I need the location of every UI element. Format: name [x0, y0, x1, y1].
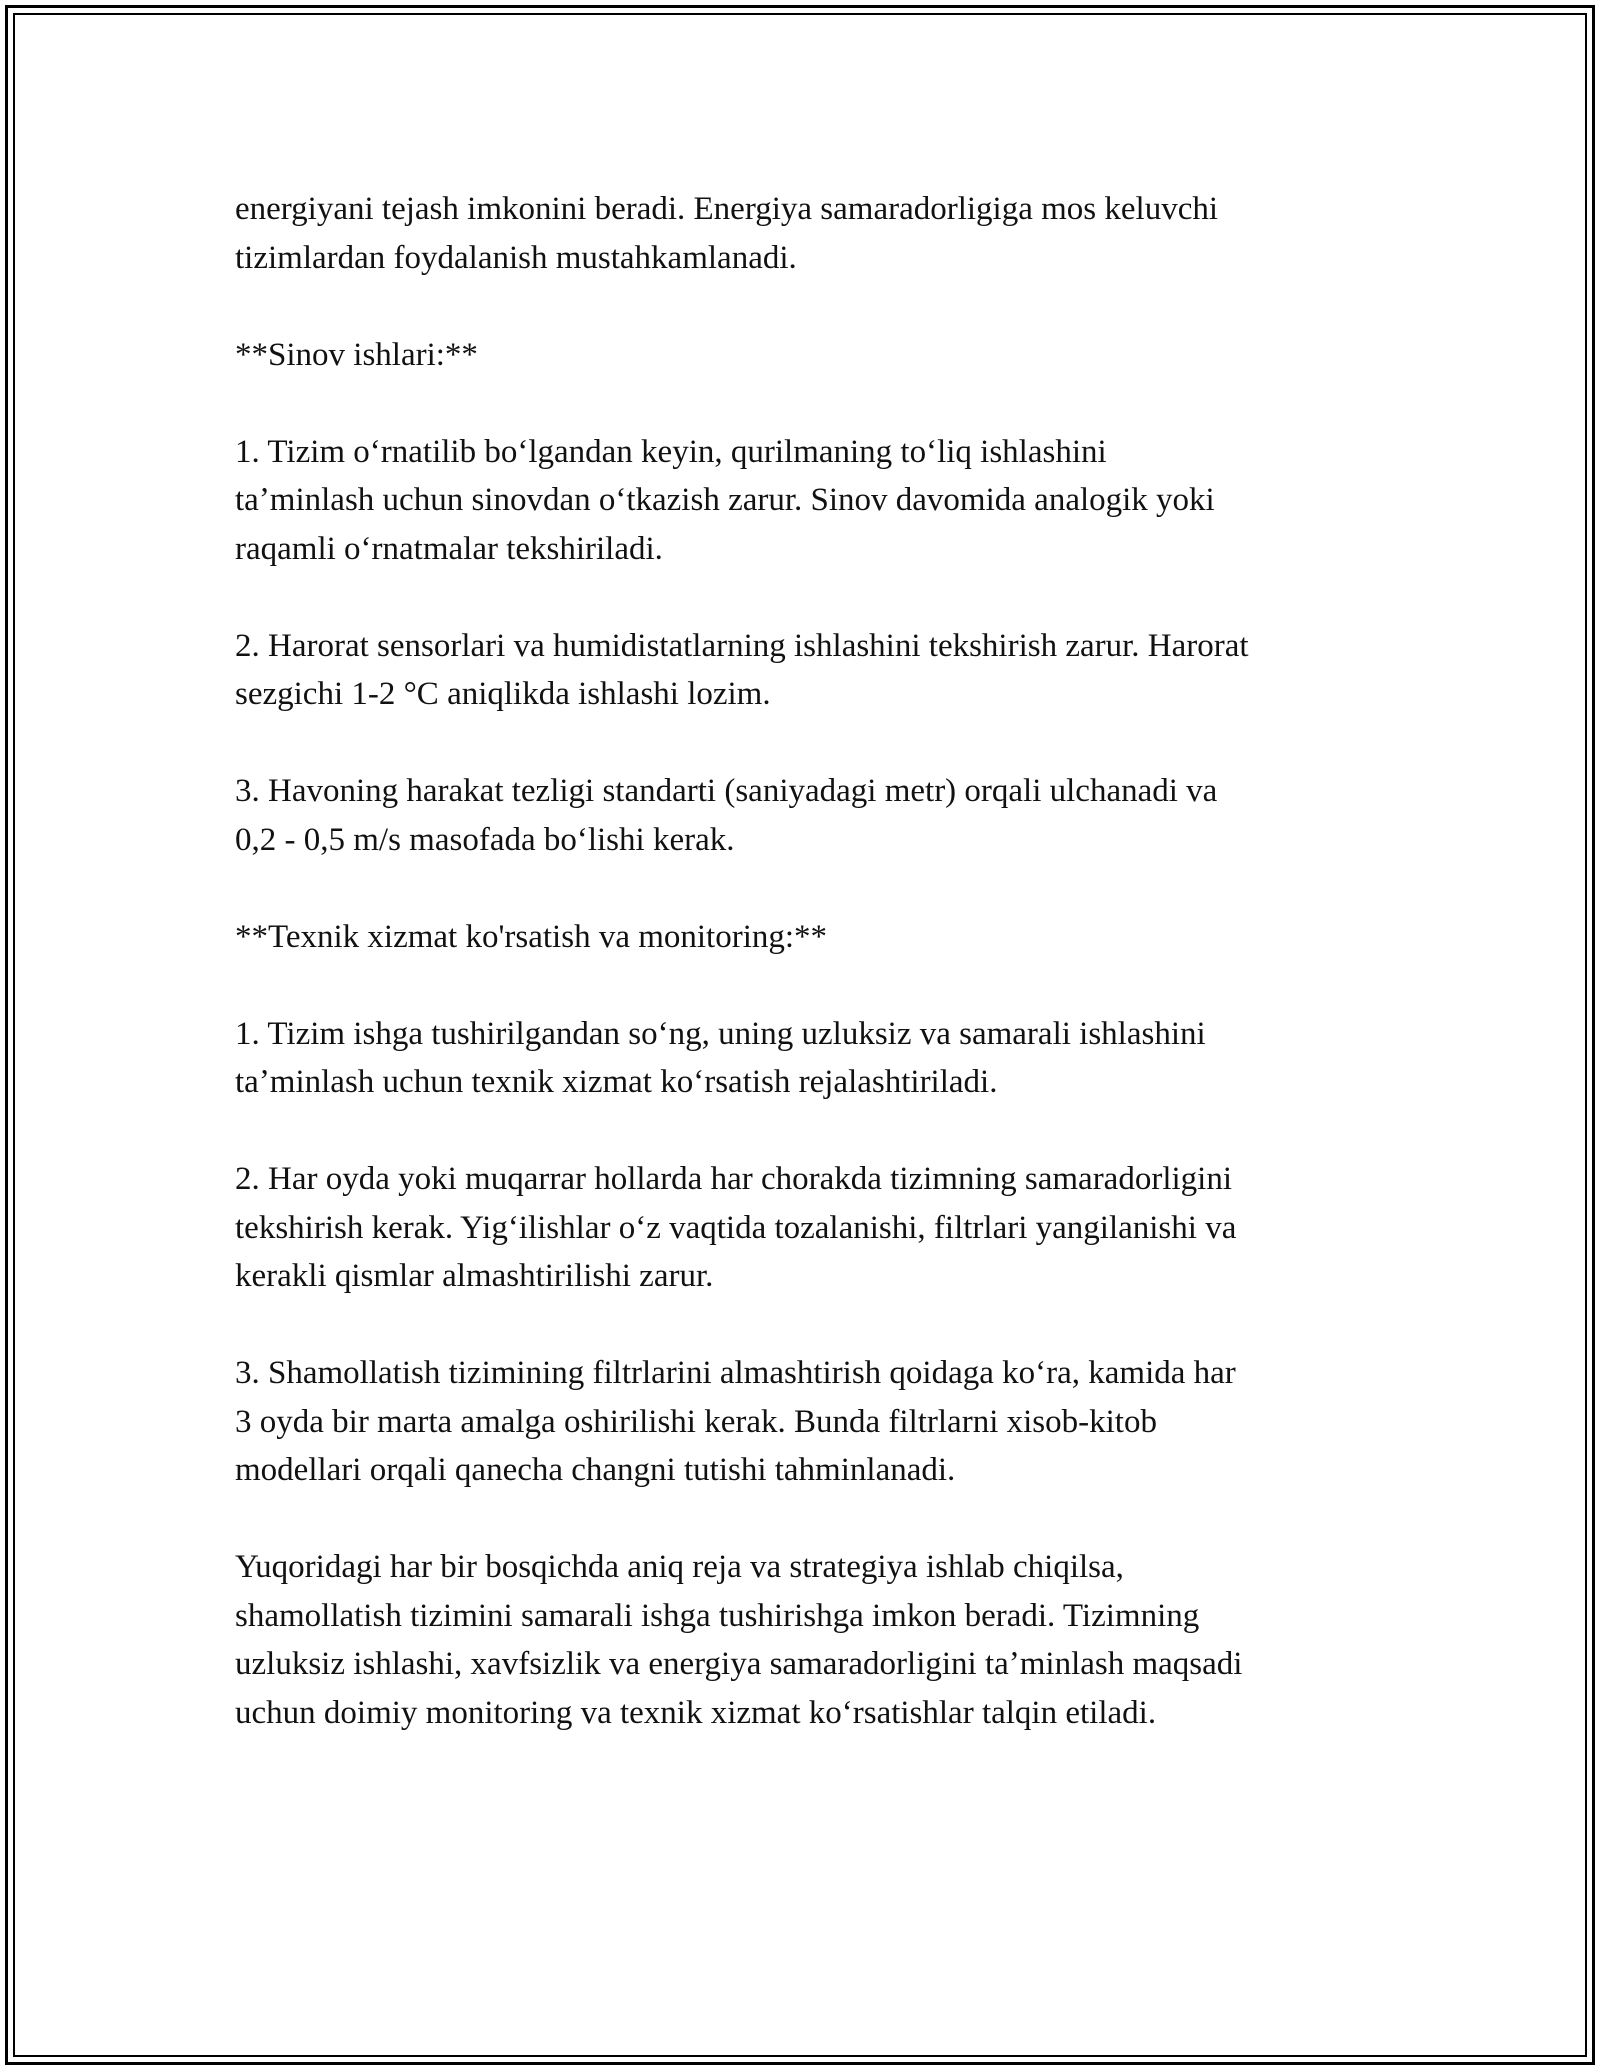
paragraph-testing-1: 1. Tizim oʻrnatilib boʻlgandan keyin, qurilmaning toʻliq ishlashini taʼminlash uchun sinovdan oʻtkazish zarur. Sinov davomida analogik yoki raqamli oʻrnatmalar tekshiriladi.	[235, 433, 1215, 567]
paragraph-maintenance-2: 2. Har oyda yoki muqarrar hollarda har chorakda tizimning samaradorligini tekshirish kerak. Yigʻilishlar oʻz vaqtida tozalanishi, filtrlari yangilanishi va kerakli qismlar almashtirilishi zarur.	[235, 1161, 1237, 1294]
heading-testing: **Sinov ishlari:**	[235, 336, 478, 373]
paragraph-energy-intro: energiyani tejash imkonini beradi. Energiya samaradorligiga mos keluvchi tizimlardan foydalanish mustahkamlanadi.	[235, 191, 1219, 276]
paragraph-testing-2: 2. Harorat sensorlari va humidistatlarning ishlashini tekshirish zarur. Harorat sezgichi 1-2 °C aniqlikda ishlashi lozim.	[235, 627, 1249, 712]
paragraph-testing-3: 3. Havoning harakat tezligi standarti (saniyadagi metr) orqali ulchanadi va 0,2 - 0,5 m/s masofada boʻlishi kerak.	[235, 773, 1218, 858]
paragraph-conclusion: Yuqoridagi har bir bosqichda aniq reja va strategiya ishlab chiqilsa, shamollatish tizimini samarali ishga tushirishga imkon beradi. Tizimning uzluksiz ishlashi, xavfsizlik va energiya samaradorligini taʼminlash maqsadi uchun doimiy monitoring va texnik xizmat koʻrsatishlar talqin etiladi.	[235, 1549, 1243, 1731]
paragraph-maintenance-1: 1. Tizim ishga tushirilgandan soʻng, uning uzluksiz va samarali ishlashini taʼminlash uchun texnik xizmat koʻrsatish rejalashtiriladi.	[235, 1015, 1206, 1100]
document-body	[235, 185, 1385, 1737]
heading-maintenance: **Texnik xizmat ko'rsatish va monitoring:**	[235, 918, 828, 955]
paragraph-maintenance-3: 3. Shamollatish tizimining filtrlarini almashtirish qoidaga koʻra, kamida har 3 oyda bir marta amalga oshirilishi kerak. Bunda filtrlarni xisob-kitob modellari orqali qanecha changni tutishi tahminlanadi.	[235, 1355, 1236, 1488]
